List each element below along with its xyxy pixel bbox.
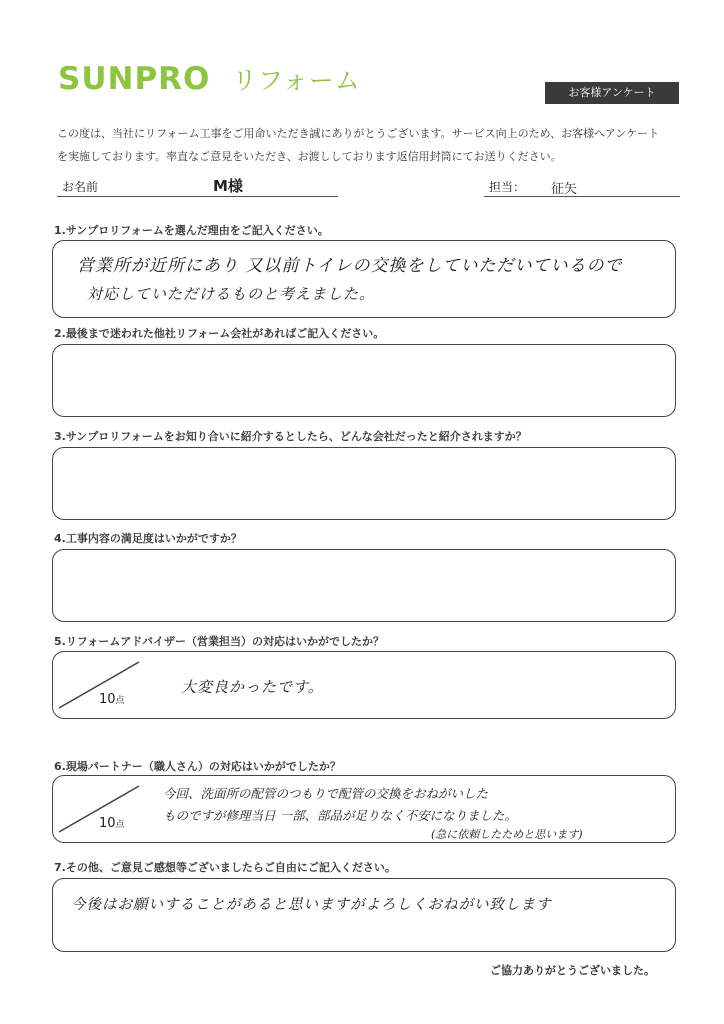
question-3-title: 3.サンプロリフォームをお知り合いに紹介するとしたら、どんな会社だったと紹介されますか？ xyxy=(54,430,527,443)
q6-score-value: 10 xyxy=(99,816,116,831)
q5-score-unit: 点 xyxy=(115,696,125,706)
q5-score xyxy=(99,692,125,707)
q6-answer-line-1: 今回、洗面所の配管のつもりで配管の交換をおねがいした xyxy=(163,786,489,801)
name-field[interactable] xyxy=(57,176,338,197)
survey-badge: お客様アンケート xyxy=(545,82,679,104)
footer-thanks: ご協力ありがとうございました。 xyxy=(490,964,655,977)
q1-answer-line-2: 対応していただけるものと考えました。 xyxy=(87,285,376,303)
q5-score-value: 10 xyxy=(99,692,116,707)
q5-answer-line-1: 大変良かったです。 xyxy=(181,678,324,696)
question-6-answer-box[interactable] xyxy=(52,775,676,843)
question-7-answer-box[interactable] xyxy=(52,878,676,952)
q6-answer-line-3: (急に依頼したためと思います) xyxy=(431,828,583,841)
question-2-title: 2.最後まで迷われた他社リフォーム会社があればご記入ください。 xyxy=(54,327,385,340)
logo-subtitle: リフォーム xyxy=(232,66,361,95)
question-5-answer-box[interactable] xyxy=(52,651,676,719)
question-4-title: 4.工事内容の満足度はいかがですか？ xyxy=(54,532,242,545)
intro-line-1: この度は、当社にリフォーム工事をご用命いただき誠にありがとうございます。サービス向上のため、お客様へアンケート xyxy=(57,127,660,140)
q6-score xyxy=(99,816,125,831)
question-4-answer-box[interactable] xyxy=(52,549,676,622)
question-1-title: 1.サンプロリフォームを選んだ理由をご記入ください。 xyxy=(54,224,329,237)
name-value: M様 xyxy=(213,177,243,195)
q1-answer-line-1: 営業所が近所にあり 又以前トイレの交換をしていただいているので xyxy=(77,256,623,276)
logo-wordmark: SUNPRO xyxy=(58,61,211,97)
q7-answer-line-1: 今後はお願いすることがあると思いますがよろしくおねがい致します xyxy=(71,897,552,913)
q6-score-unit: 点 xyxy=(115,820,125,830)
intro-text xyxy=(57,122,697,168)
question-2-answer-box[interactable] xyxy=(52,344,676,417)
question-7-title: 7.その他、ご意見ご感想等ございましたらご自由にご記入ください。 xyxy=(54,861,396,874)
question-1-answer-box[interactable] xyxy=(52,240,676,318)
q6-answer-line-2: ものですが修理当日 一部、部品が足りなく不安になりました。 xyxy=(163,808,517,823)
intro-line-2: を実施しております。率直なご意見をいただき、お渡ししております返信用封筒にてお送りください。 xyxy=(57,150,562,163)
question-3-answer-box[interactable] xyxy=(52,447,676,520)
name-label: お名前 xyxy=(62,180,99,194)
staff-value: 征矢 xyxy=(551,182,578,197)
question-6-title: 6.現場パートナー（職人さん）の対応はいかがでしたか？ xyxy=(54,760,341,773)
question-5-title: 5.リフォームアドバイザー（営業担当）の対応はいかがでしたか？ xyxy=(54,635,385,648)
staff-label: 担当： xyxy=(489,180,526,194)
